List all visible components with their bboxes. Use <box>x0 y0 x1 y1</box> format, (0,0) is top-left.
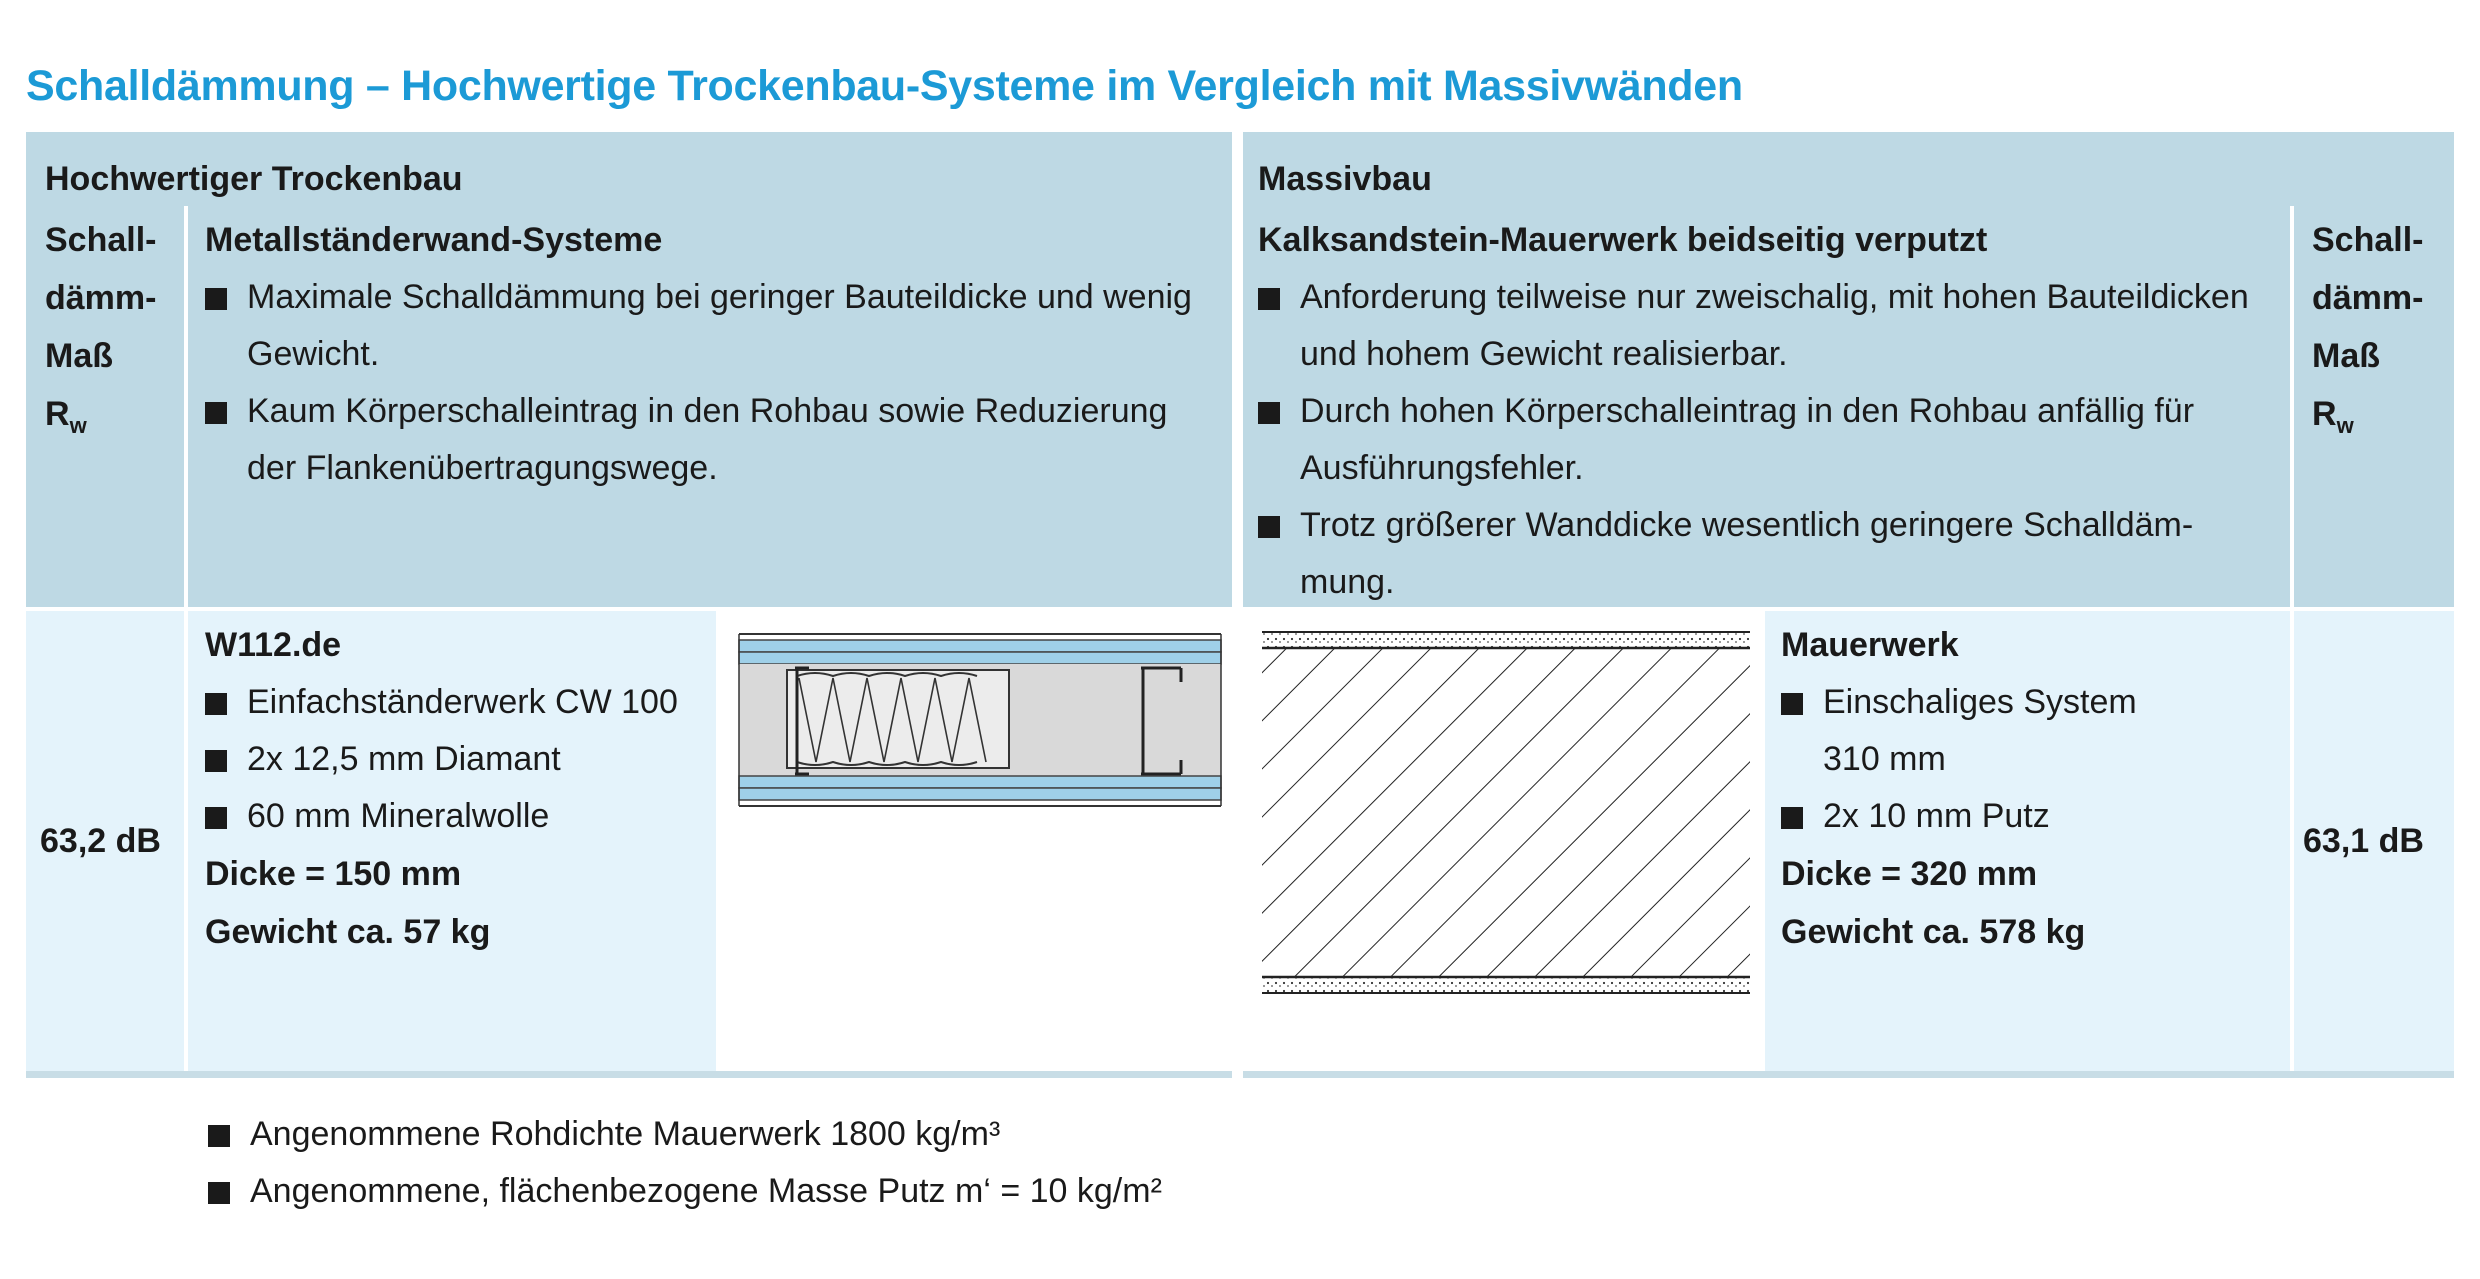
header-right-group-extend <box>2290 132 2454 206</box>
list-item: Durch hohen Körperschalleintrag in den Rohbau anfällig für <box>1258 383 2249 440</box>
masonry-section-drawing <box>1258 628 1754 1002</box>
list-item: Maximale Schalldämmung bei geringer Bauteildicke und wenig <box>205 269 1192 326</box>
page-title: Schalldämmung – Hochwertige Trockenbau-Systeme im Vergleich mit Massivwänden <box>26 62 1743 110</box>
system-name: W112.de <box>205 626 342 664</box>
plaster-layer-bottom <box>1262 978 1750 992</box>
right-system-title: Kalksandstein-Mauerwerk beidseitig verputzt <box>1258 221 1988 259</box>
list-item: 2x 10 mm Putz <box>1781 788 2137 845</box>
bullet-square-icon <box>205 750 227 772</box>
right-bottom-rule <box>1243 1071 2454 1078</box>
plaster-layer-top <box>1262 633 1750 647</box>
bullet-square-icon <box>1258 402 1280 424</box>
right-system-desc <box>1781 616 2137 961</box>
right-sound-value: 63,1 dB <box>2303 822 2424 860</box>
gypsum-board-bottom-outer <box>739 788 1221 800</box>
list-item: Einfachständerwerk CW 100 <box>205 674 678 731</box>
bullet-square-icon <box>205 402 227 424</box>
measure-line: Maß <box>45 337 113 375</box>
left-bottom-rule <box>26 1071 1232 1078</box>
bullet-square-icon <box>205 693 227 715</box>
list-item: 2x 12,5 mm Diamant <box>205 731 678 788</box>
footnote-item: Angenommene Rohdichte Mauerwerk 1800 kg/m³ <box>208 1106 1162 1163</box>
right-system-header <box>1258 211 2249 611</box>
list-item: Kaum Körperschalleintrag in den Rohbau sowie Reduzierung <box>205 383 1192 440</box>
left-group-title: Hochwertiger Trockenbau <box>45 160 463 198</box>
list-item: Einschaliges System <box>1781 674 2137 731</box>
list-item: 60 mm Mineralwolle <box>205 788 678 845</box>
bullet-square-icon <box>1258 288 1280 310</box>
measure-symbol: $R_w$ <box>45 395 87 438</box>
bullet-square-icon <box>1258 516 1280 538</box>
left-measure-label <box>45 211 156 455</box>
weight-label: Gewicht ca. 57 kg <box>205 913 491 951</box>
gypsum-board-top-outer <box>739 640 1221 652</box>
measure-symbol: $R_w$ <box>2312 395 2354 438</box>
footnotes <box>208 1106 1162 1220</box>
drywall-section-drawing <box>735 630 1225 815</box>
measure-line: dämm- <box>45 279 157 317</box>
weight-label: Gewicht ca. 578 kg <box>1781 913 2086 951</box>
bullet-square-icon <box>1781 807 1803 829</box>
mineral-wool-frame <box>787 670 1009 768</box>
list-item-continued: 310 mm <box>1823 740 1946 778</box>
measure-line: Maß <box>2312 337 2380 375</box>
system-name: Mauerwerk <box>1781 626 1959 664</box>
list-item-continued: Gewicht. <box>247 335 380 373</box>
gypsum-board-bottom-inner <box>739 776 1221 788</box>
measure-line: dämm- <box>2312 279 2424 317</box>
list-item-continued: mung. <box>1300 563 1395 601</box>
left-system-header <box>205 211 1192 497</box>
thickness-label: Dicke = 320 mm <box>1781 855 2038 893</box>
bullet-square-icon <box>208 1182 230 1204</box>
thickness-label: Dicke = 150 mm <box>205 855 462 893</box>
bullet-square-icon <box>208 1125 230 1147</box>
left-sound-value: 63,2 dB <box>40 822 161 860</box>
masonry-hatch <box>1262 649 1750 977</box>
list-item: Trotz größerer Wanddicke wesentlich geringere Schalldäm- <box>1258 497 2249 554</box>
right-measure-label <box>2312 211 2423 455</box>
bullet-square-icon <box>205 807 227 829</box>
bullet-square-icon <box>205 288 227 310</box>
left-system-title: Metallständerwand-Systeme <box>205 221 663 259</box>
measure-line: Schall- <box>45 221 157 259</box>
list-item-continued: der Flankenübertragungswege. <box>247 449 718 487</box>
gypsum-board-top-inner <box>739 652 1221 664</box>
list-item-continued: Ausführungsfehler. <box>1300 449 1584 487</box>
bullet-square-icon <box>1781 693 1803 715</box>
list-item-continued: und hohem Gewicht realisierbar. <box>1300 335 1788 373</box>
list-item: Anforderung teilweise nur zweischalig, mit hohen Bauteildicken <box>1258 269 2249 326</box>
measure-line: Schall- <box>2312 221 2424 259</box>
left-system-desc <box>205 616 678 961</box>
right-group-title: Massivbau <box>1258 160 1432 198</box>
footnote-item: Angenommene, flächenbezogene Masse Putz m‘ = 10 kg/m² <box>208 1163 1162 1220</box>
